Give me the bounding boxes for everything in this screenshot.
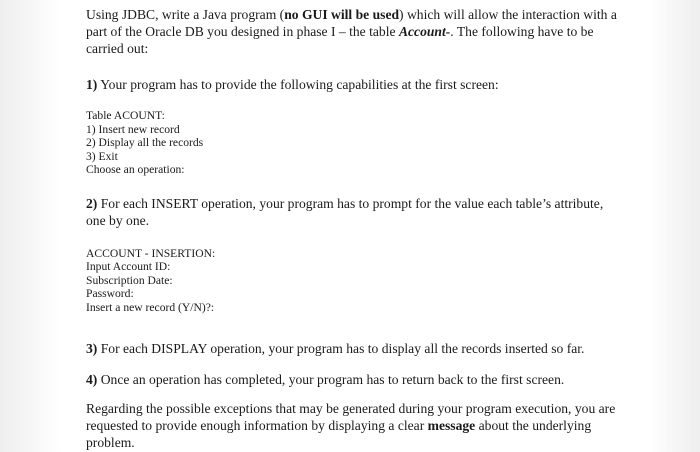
intro-text-1: Using JDBC, write a Java program ( (86, 7, 285, 22)
requirement-2-number: 2) (86, 195, 98, 211)
menu-line: 2) Display all the records (86, 136, 204, 149)
menu-line: 3) Exit (86, 149, 118, 163)
exceptions-text-2: about the underlying problem. (86, 418, 592, 450)
exceptions-emphasis-message: message (427, 418, 476, 433)
requirement-4 (86, 371, 626, 388)
requirement-2 (86, 195, 626, 229)
menu-line: Choose an operation: (86, 163, 185, 176)
requirement-2-text: For each INSERT operation, your program has to prompt for the value each table’s attribute, one by one. (86, 195, 604, 228)
insertion-line: Input Account ID: (86, 260, 171, 273)
requirement-1-number: 1) (86, 77, 98, 92)
requirement-3-number: 3) (86, 341, 98, 356)
intro-emphasis-no-gui: no GUI will be used (284, 7, 400, 22)
page-shadow-left (0, 0, 62, 452)
menu-screen-block (86, 109, 626, 177)
requirement-4-number: 4) (86, 372, 98, 387)
requirement-1 (86, 76, 626, 93)
intro-paragraph (86, 6, 626, 57)
insertion-screen-block (86, 247, 626, 315)
exceptions-paragraph (86, 400, 626, 451)
document-page (86, 6, 626, 451)
menu-line: 1) Insert new record (86, 122, 180, 136)
intro-text-3: . The following have to be carried out: (86, 24, 594, 56)
requirement-3 (86, 340, 626, 357)
intro-text-2: ) which will allow the interaction with a part of the Oracle DB you designed in phase I – the table (86, 7, 617, 39)
menu-line: Table ACOUNT: (86, 109, 165, 122)
insertion-line: Password: (86, 287, 134, 300)
insertion-line: ACCOUNT - INSERTION: (86, 246, 216, 260)
exceptions-text-1: Regarding the possible exceptions that may be generated during your program execution, you are requested to provide enough information by displaying a clear (86, 401, 616, 433)
requirement-1-text: Your program has to provide the following capabilities at the first screen: (97, 77, 499, 92)
requirement-4-text: Once an operation has completed, your program has to return back to the first screen. (97, 372, 565, 387)
requirement-3-text: For each DISPLAY operation, your program has to display all the records inserted so far. (97, 341, 585, 356)
insertion-line: Subscription Date: (86, 273, 173, 287)
insertion-line: Insert a new record (Y/N)?: (86, 300, 215, 314)
intro-table-name: Account- (398, 24, 451, 39)
page-shadow-right (648, 0, 700, 452)
